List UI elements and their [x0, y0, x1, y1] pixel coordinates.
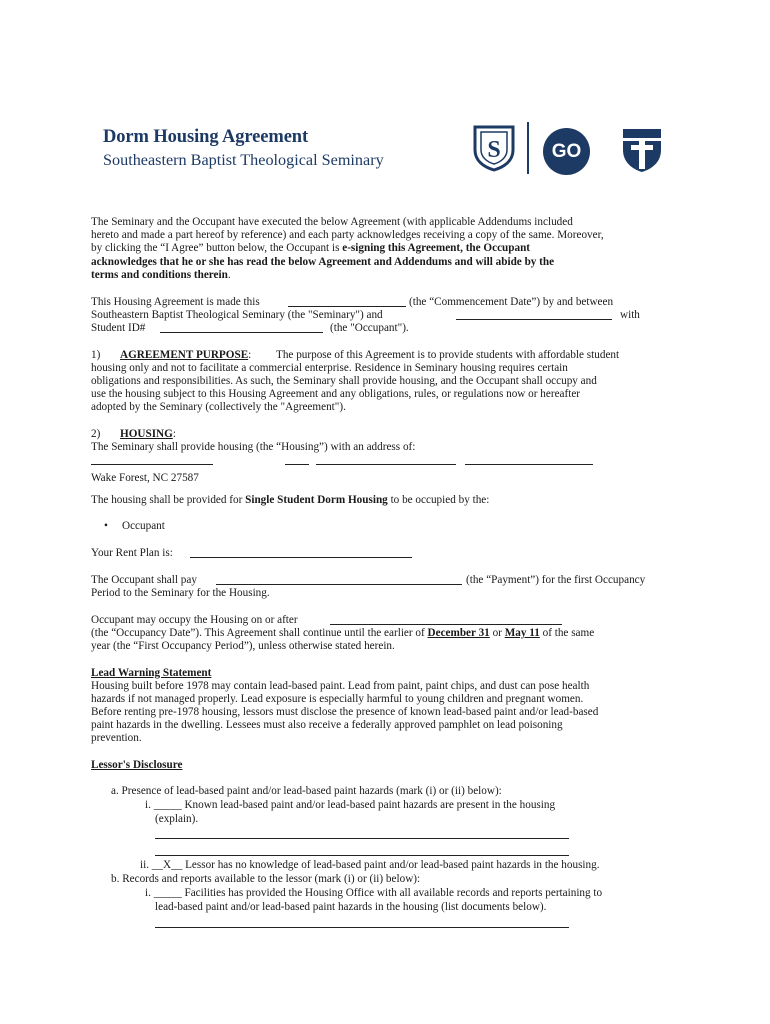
made-line-3: Student ID# [91, 322, 146, 334]
intro-line [91, 269, 691, 282]
commencement-date-blank[interactable] [288, 306, 406, 307]
intro-bold-text: terms and conditions therein [91, 268, 228, 281]
intro-bold-line: acknowledges that he or she has read the below Agreement and Addendums and will abide by the [91, 255, 555, 268]
occupancy-text: (the “Occupancy Date”). This Agreement shall continue until the earlier of [91, 627, 428, 639]
rent-plan-blank[interactable] [190, 557, 412, 558]
lessor-b-i-2: lead-based paint and/or lead-based paint hazards in the housing (list documents below). [155, 901, 547, 913]
lessor-a-i-explain: (explain). [155, 813, 199, 825]
a-ii-mark: X [163, 859, 172, 871]
address-blank-3[interactable] [316, 464, 456, 465]
occupancy-date-blank[interactable] [330, 624, 562, 625]
section2-colon: : [172, 428, 176, 440]
lead-line-3: Before renting pre-1978 housing, lessors must disclose the presence of known lead-based paint and/or lead-based [91, 706, 599, 718]
cross-shield-logo-icon [620, 126, 664, 174]
provided-text: The housing shall be provided for [91, 494, 246, 506]
section1-number: 1) [91, 349, 101, 361]
lessor-a: a. Presence of lead-based paint and/or lead-based paint hazards (mark (i) or (ii) below): [111, 785, 502, 797]
rent-plan-label: Your Rent Plan is: [91, 547, 173, 559]
student-id-blank[interactable] [160, 332, 323, 333]
address-blank-1[interactable] [91, 464, 213, 465]
intro-text: by clicking the “I Agree” button below, the Occupant is [91, 242, 343, 255]
address-city: Wake Forest, NC 27587 [91, 472, 199, 484]
section1-heading-line [120, 349, 251, 362]
made-line-1: This Housing Agreement is made this [91, 296, 260, 308]
document-subtitle: Southeastern Baptist Theological Seminary [103, 151, 384, 169]
divider-line [527, 122, 529, 174]
documents-blank[interactable] [155, 927, 569, 928]
occupancy-or: or [489, 627, 505, 639]
bullet-icon: • [104, 520, 108, 532]
section1-line5: adopted by the Seminary (collectively the "Agreement"). [91, 401, 346, 413]
section1-line1: The purpose of this Agreement is to provide students with affordable student [276, 349, 620, 361]
provided-text-end: to be occupied by the: [387, 494, 490, 506]
section2-heading: HOUSING [120, 428, 173, 440]
section1-line3: obligations and responsibilities. As such, the Seminary shall provide housing, and the Occupant shall occupy and [91, 375, 597, 387]
made-line-3b: (the "Occupant"). [330, 322, 409, 334]
lead-line-5: prevention. [91, 732, 142, 744]
occupancy-text-end: of the same [539, 627, 595, 639]
payment-blank[interactable] [216, 584, 462, 585]
lessor-disclosure-heading: Lessor's Disclosure [91, 759, 183, 771]
occupancy-line-2 [91, 627, 594, 640]
occupancy-date-2: May 11 [504, 627, 540, 639]
intro-period: . [227, 268, 231, 281]
housing-type: Single Student Dorm Housing [245, 494, 388, 506]
intro-bold-text: e-signing this Agreement, the Occupant [342, 242, 531, 255]
payment-label: The Occupant shall pay [91, 574, 197, 586]
explain-blank-2[interactable] [155, 855, 569, 856]
payment-text-2: Period to the Seminary for the Housing. [91, 587, 270, 599]
made-line-2b: with [620, 309, 640, 321]
section2-heading-line [120, 428, 176, 441]
intro-line: The Seminary and the Occupant have executed the below Agreement (with applicable Addendums included [91, 216, 573, 228]
intro-line [91, 242, 691, 255]
section1-line4: use the housing subject to this Housing Agreement and any obligations, rules, or regulations now or hereafter [91, 388, 581, 400]
address-blank-2[interactable] [285, 464, 309, 465]
go-logo-icon [543, 128, 590, 175]
document-title: Dorm Housing Agreement [103, 127, 309, 147]
address-blank-4[interactable] [465, 464, 593, 465]
lessor-a-i: i. _____ Known lead-based paint and/or lead-based paint hazards are present in the housing [145, 799, 556, 811]
section1-line2: housing only and not to facilitate a commercial enterprise. Residence in Seminary housing requires certain [91, 362, 568, 374]
occupancy-line-3: year (the “First Occupancy Period”), unless otherwise stated herein. [91, 640, 395, 652]
section2-number: 2) [91, 428, 101, 440]
lessor-b: b. Records and reports available to the lessor (mark (i) or (ii) below): [111, 873, 421, 885]
made-line-1b: (the “Commencement Date”) by and between [409, 296, 614, 308]
lead-line-1: Housing built before 1978 may contain lead-based paint. Lead from paint, paint chips, and dust can pose health [91, 680, 590, 692]
svg-text:S: S [487, 137, 501, 163]
occupancy-label: Occupant may occupy the Housing on or after [91, 614, 298, 626]
lessor-a-ii [140, 859, 600, 872]
a-ii-text: __ Lessor has no knowledge of lead-based paint and/or lead-based paint hazards in the housing. [171, 859, 600, 871]
lead-warning-heading: Lead Warning Statement [91, 667, 212, 679]
lessor-b-i: i. _____ Facilities has provided the Housing Office with all available records and reports pertaining to [145, 887, 603, 899]
section1-colon: : [248, 349, 252, 361]
go-logo-text: GO [551, 141, 582, 162]
shield-s-logo-icon [472, 124, 516, 172]
a-ii-prefix: ii. __ [140, 859, 163, 871]
intro-paragraph [91, 216, 691, 282]
lead-line-2: hazards if not managed properly. Lead exposure is especially harmful to young children and pregnant women. [91, 693, 584, 705]
occupant-name-blank[interactable] [456, 319, 612, 320]
payment-text: (the “Payment”) for the first Occupancy [466, 574, 646, 586]
section1-heading: AGREEMENT PURPOSE [120, 349, 249, 361]
occupant-bullet: Occupant [122, 520, 165, 532]
occupancy-date-1: December 31 [427, 627, 490, 639]
provided-for-line [91, 494, 489, 507]
intro-line: hereto and made a part hereof by reference) and each party acknowledges receiving a copy of the same. Moreover, [91, 229, 604, 242]
made-line-2: Southeastern Baptist Theological Seminary (the "Seminary") and [91, 309, 383, 321]
section2-line1: The Seminary shall provide housing (the “Housing”) with an address of: [91, 441, 416, 453]
explain-blank-1[interactable] [155, 838, 569, 839]
lead-line-4: paint hazards in the dwelling. Lessees must also receive a federally approved pamphlet on lead poisoning [91, 719, 563, 731]
